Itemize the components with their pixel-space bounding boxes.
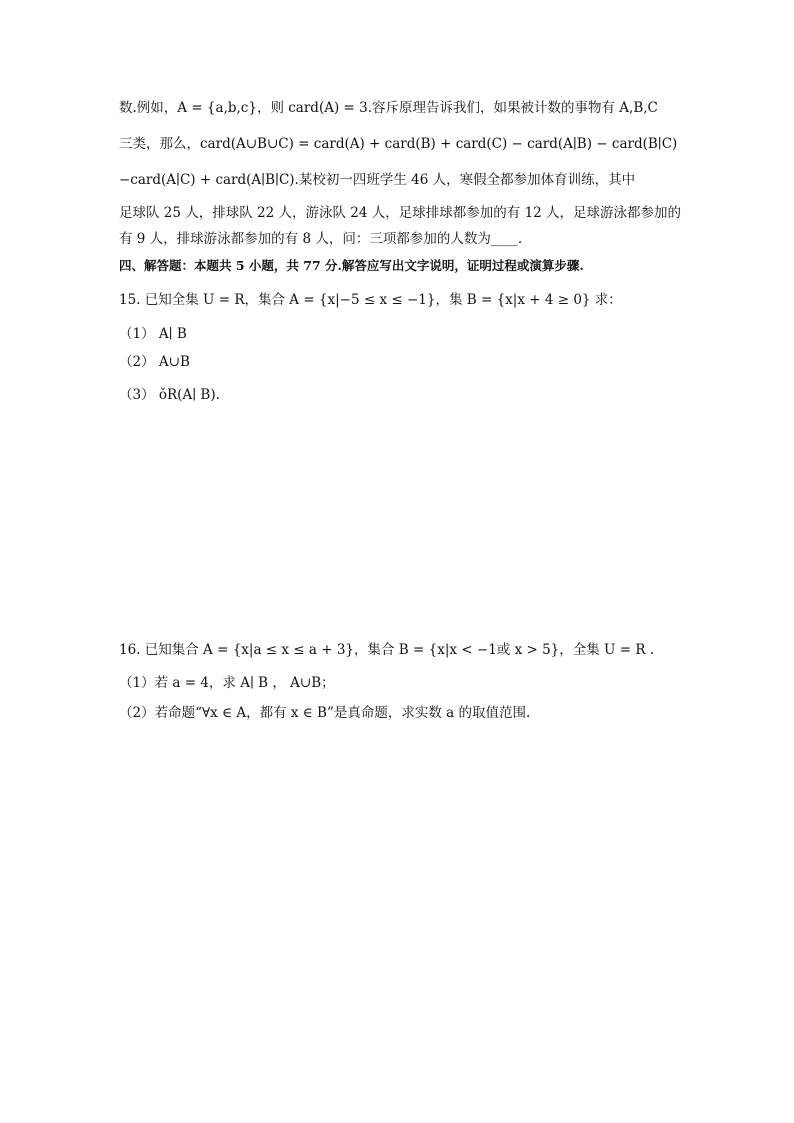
question-16-stem: 16. 已知集合 A = {x|a ≤ x ≤ a + 3}，集合 B = {x|x < −1或 x > 5}，全集 U = R . <box>119 642 655 658</box>
question-15-part-1: （1） A∣ B <box>119 326 187 342</box>
question-16-part-1: （1）若 a = 4，求 A∣ B ， A∪B； <box>119 675 335 691</box>
intro-line-4: 足球队 25 人，排球队 22 人，游泳队 24 人，足球排球都参加的有 12 人，足球游泳都参加的 <box>119 205 682 221</box>
intro-line-1: 数.例如，A = {a,b,c}，则 card(A) = 3.容斥原理告诉我们，如果被计数的事物有 A,B,C <box>119 100 658 116</box>
question-15-stem: 15. 已知全集 U = R，集合 A = {x|−5 ≤ x ≤ −1}，集 B = {x|x + 4 ≥ 0} 求： <box>119 292 622 308</box>
question-16-part-2: （2）若命题“∀x ∈ A，都有 x ∈ B”是真命题，求实数 a 的取值范围. <box>119 705 531 721</box>
question-15-part-3: （3） ǒR(A∣ B). <box>119 387 220 403</box>
intro-line-3: −card(A∣C) + card(A∣B∣C).某校初一四班学生 46 人，寒假全都参加体育训练，其中 <box>119 172 636 188</box>
section-heading: 四、解答题：本题共 5 小题，共 77 分.解答应写出文字说明，证明过程或演算步骤. <box>119 258 584 273</box>
question-15-part-2: （2） A∪B <box>119 354 190 370</box>
intro-line-2: 三类，那么，card(A∪B∪C) = card(A) + card(B) + card(C) − card(A∣B) − card(B∣C) <box>119 136 678 152</box>
intro-line-5: 有 9 人，排球游泳都参加的有 8 人，问：三项都参加的人数为____. <box>119 231 523 247</box>
